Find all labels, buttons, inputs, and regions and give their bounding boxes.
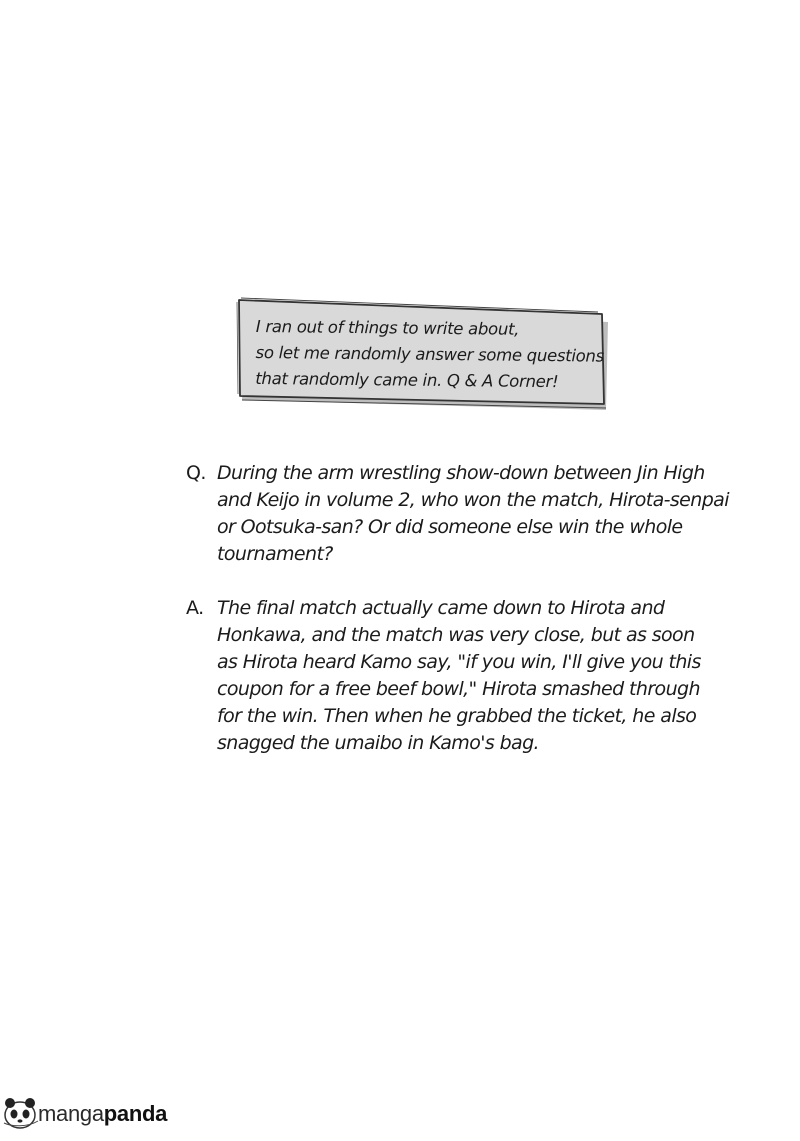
author-note-text <box>255 314 605 396</box>
answer-line: The final match actually came down to Hirota and <box>217 597 665 619</box>
mangapanda-watermark <box>2 1093 202 1133</box>
answer-line: as Hirota heard Kamo say, "if you win, I'll give you this <box>217 651 701 673</box>
answer-line: snagged the umaibo in Kamo's bag. <box>217 732 539 754</box>
question-line: or Ootsuka-san? Or did someone else win the whole <box>217 516 683 538</box>
answer-line: for the win. Then when he grabbed the ticket, he also <box>217 705 697 727</box>
author-note-box <box>236 296 612 412</box>
question-text <box>217 460 729 568</box>
answer-line: Honkawa, and the match was very close, but as soon <box>217 624 695 646</box>
answer-text <box>217 595 701 757</box>
question-line: tournament? <box>217 543 333 565</box>
watermark-text <box>38 1101 167 1127</box>
note-line: that randomly came in. Q & A Corner! <box>255 368 559 392</box>
question-line: During the arm wrestling show-down between Jin High <box>217 462 705 484</box>
question-marker: Q. <box>186 462 206 484</box>
question-line: and Keijo in volume 2, who won the match, Hirota-senpai <box>217 489 729 511</box>
watermark-bold: panda <box>103 1101 168 1126</box>
note-line: so let me randomly answer some questions <box>255 342 605 366</box>
note-line: I ran out of things to write about, <box>255 316 520 339</box>
answer-marker: A. <box>186 597 204 619</box>
answer-line: coupon for a free beef bowl," Hirota smashed through <box>217 678 700 700</box>
watermark-light: manga <box>38 1101 104 1126</box>
